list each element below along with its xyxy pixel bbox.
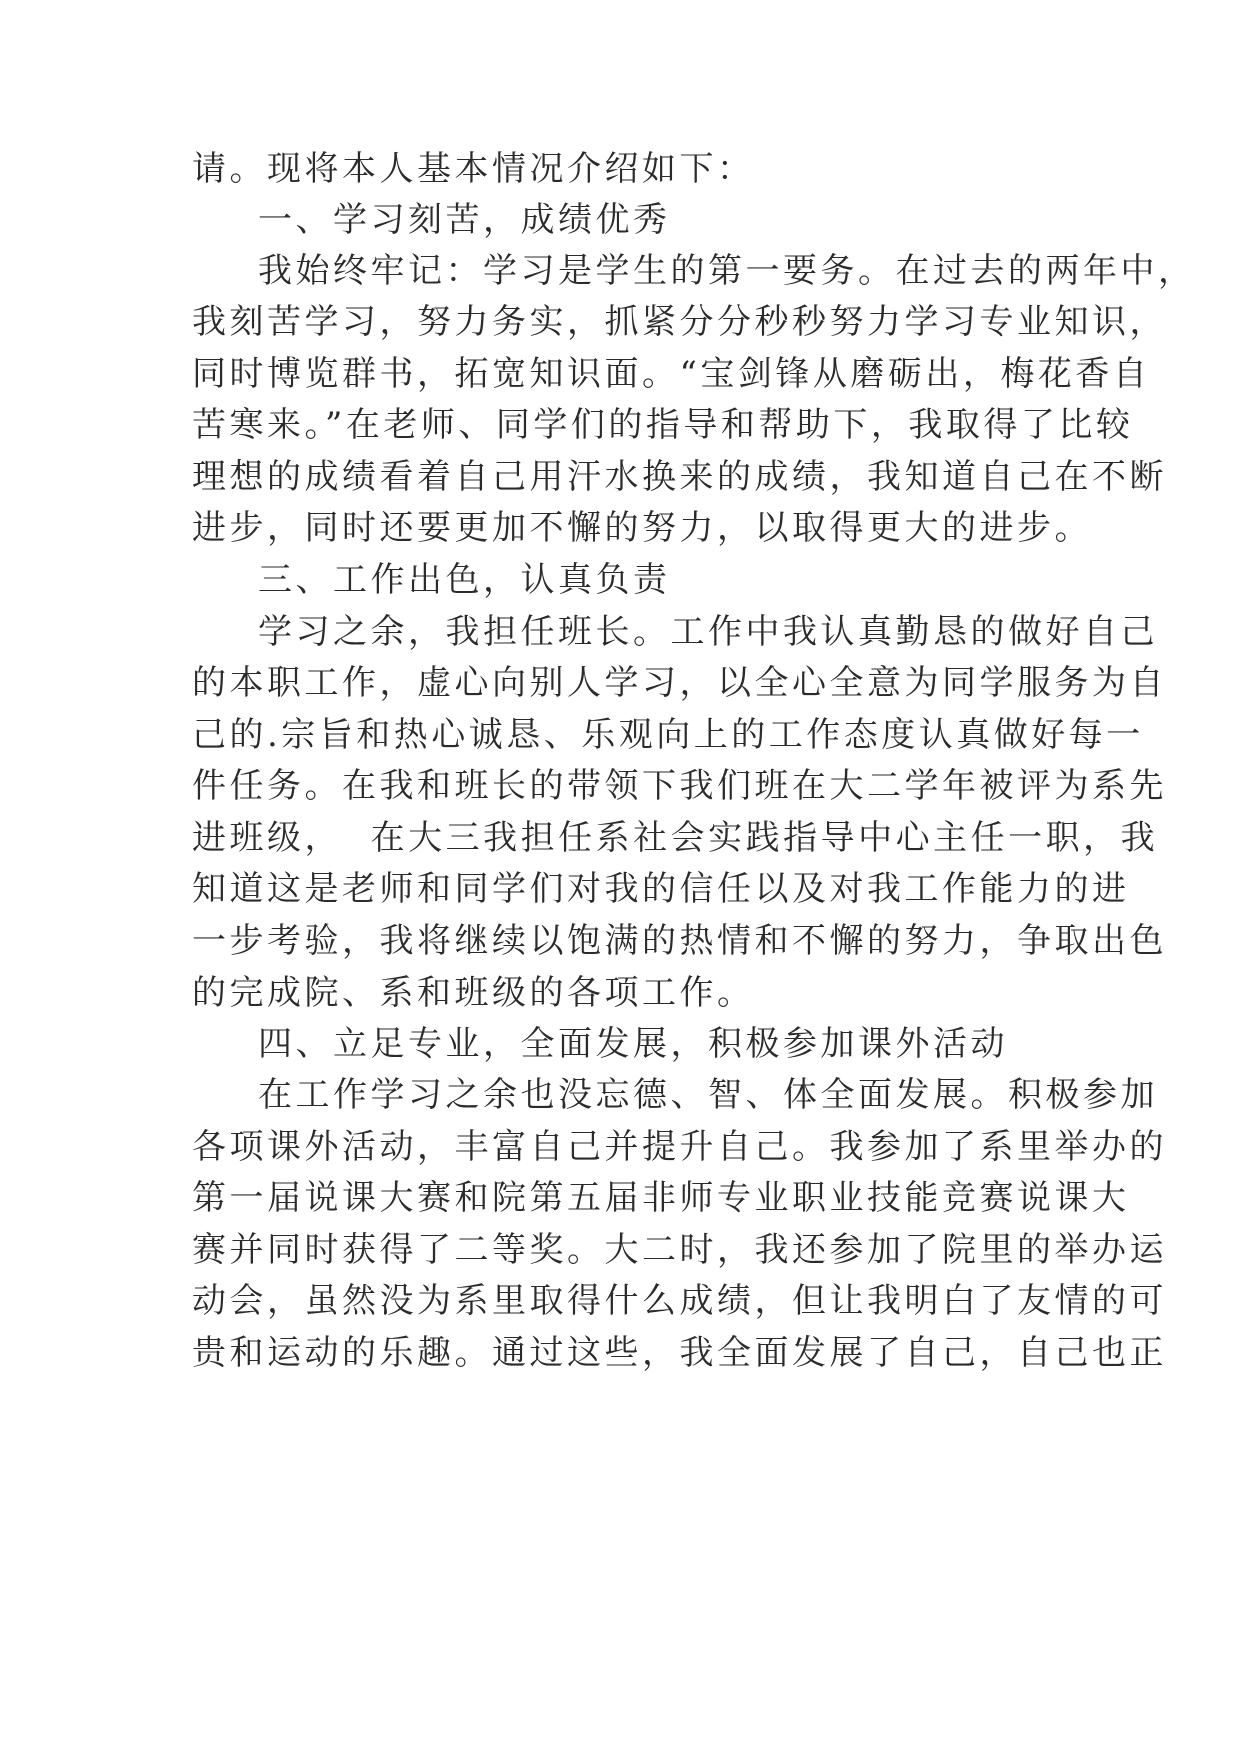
text-line: 赛并同时获得了二等奖。大二时，我还参加了院里的举办运 [192, 1230, 1167, 1270]
section-heading: 四、立足专业，全面发展，积极参加课外活动 [258, 1024, 1008, 1064]
text-line: 贵和运动的乐趣。通过这些，我全面发展了自己，自己也正 [192, 1333, 1167, 1373]
section-heading: 一、学习刻苦，成绩优秀 [258, 200, 671, 240]
text-line: 在工作学习之余也没忘德、智、体全面发展。积极参加 [258, 1075, 1158, 1115]
text-line: 的本职工作，虚心向别人学习，以全心全意为同学服务为自 [192, 663, 1167, 703]
text-line: 第一届说课大赛和院第五届非师专业职业技能竞赛说课大 [192, 1178, 1130, 1218]
text-line: 苦寒来。”在老师、同学们的指导和帮助下，我取得了比较 [192, 405, 1134, 445]
text-line: 知道这是老师和同学们对我的信任以及对我工作能力的进 [192, 869, 1130, 909]
text-line: 同时博览群书，拓宽知识面。“宝剑锋从磨砺出，梅花香自 [192, 354, 1151, 394]
text-line: 我始终牢记：学习是学生的第一要务。在过去的两年中， [258, 251, 1196, 291]
text-line: 各项课外活动，丰富自己并提升自己。我参加了系里举办的 [192, 1127, 1167, 1167]
text-line: 学习之余，我担任班长。工作中我认真勤恳的做好自己 [258, 612, 1158, 652]
text-line: 进班级， 在大三我担任系社会实践指导中心主任一职，我 [192, 818, 1159, 858]
text-line: 请。现将本人基本情况介绍如下： [192, 149, 755, 189]
section-heading: 三、工作出色，认真负责 [258, 560, 671, 600]
text-line: 动会，虽然没为系里取得什么成绩，但让我明白了友情的可 [192, 1281, 1167, 1321]
text-line: 一步考验，我将继续以饱满的热情和不懈的努力，争取出色 [192, 921, 1167, 961]
text-line: 的完成院、系和班级的各项工作。 [192, 973, 755, 1013]
text-line: 我刻苦学习，努力务实，抓紧分分秒秒努力学习专业知识， [192, 302, 1167, 342]
text-line: 己的.宗旨和热心诚恳、乐观向上的工作态度认真做好每一 [192, 715, 1144, 755]
text-line: 进步，同时还要更加不懈的努力，以取得更大的进步。 [192, 508, 1092, 548]
text-line: 件任务。在我和班长的带领下我们班在大二学年被评为系先 [192, 766, 1167, 806]
text-line: 理想的成绩看着自己用汗水换来的成绩，我知道自己在不断 [192, 457, 1167, 497]
